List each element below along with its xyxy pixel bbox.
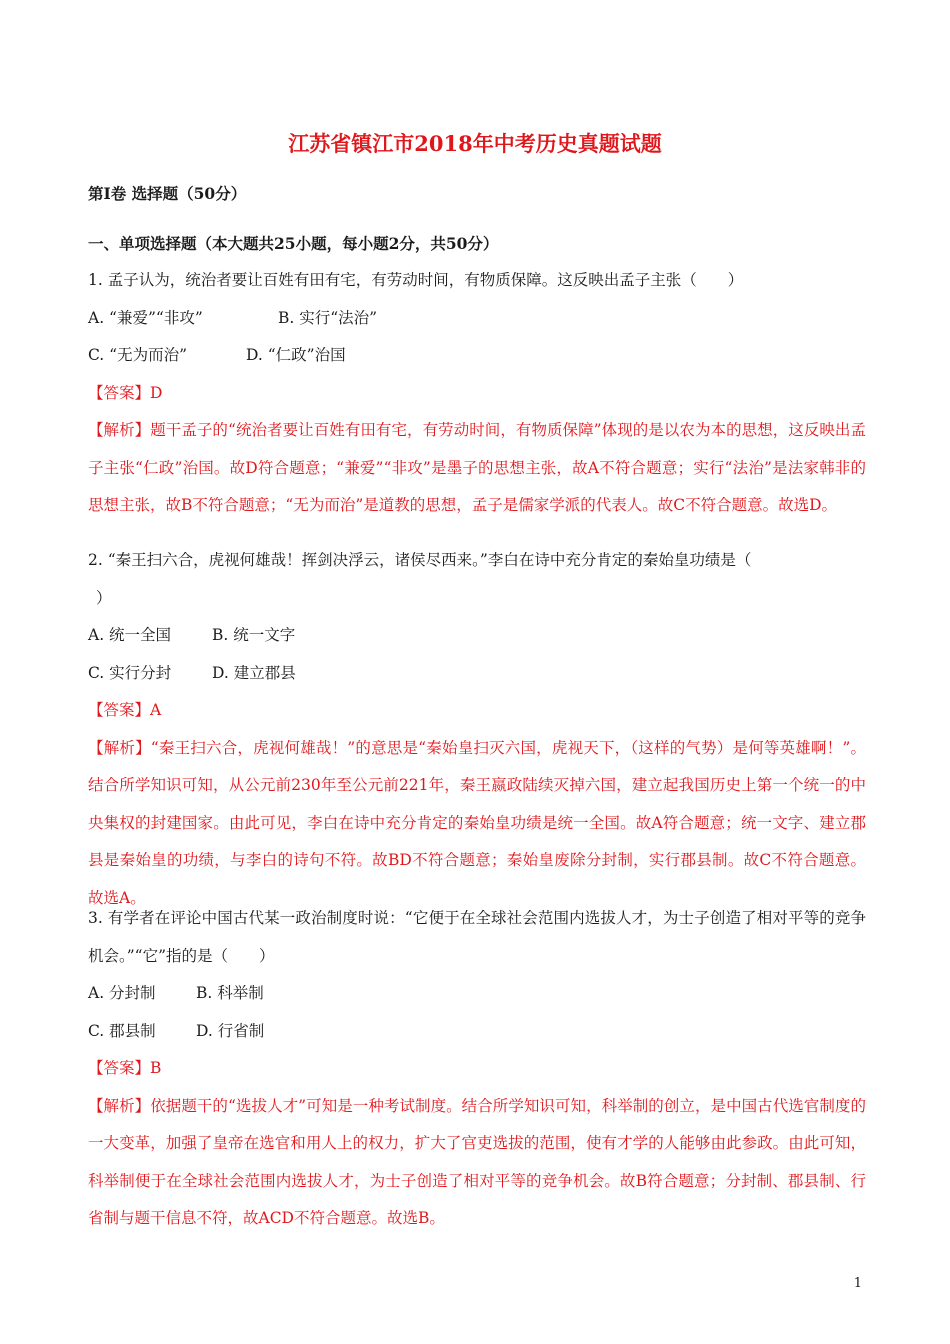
page-title: 江苏省镇江市2018年中考历史真题试题 xyxy=(288,131,662,156)
answer-tag: 【答案】 xyxy=(88,383,151,402)
options-row xyxy=(88,300,866,338)
analysis-tag: 【解析】 xyxy=(88,421,151,439)
answer-value: B xyxy=(150,1059,162,1077)
analysis-text xyxy=(88,730,866,918)
options-row xyxy=(88,975,866,1013)
answer-tag: 【答案】 xyxy=(88,701,151,719)
section-heading: 第Ⅰ卷 选择题（50分） xyxy=(88,184,247,203)
option-b: B. 实行“法治” xyxy=(278,308,378,327)
option-b: B. 科举制 xyxy=(196,984,264,1002)
page-number: 1 xyxy=(853,1276,862,1291)
option-d: D. “仁政”治国 xyxy=(246,346,346,364)
option-c: C. 实行分封 xyxy=(88,663,172,682)
answer-line xyxy=(88,375,866,413)
options-row xyxy=(88,337,866,375)
option-a: A. “兼爱”“非攻” xyxy=(88,308,203,327)
option-d: D. 建立郡县 xyxy=(212,663,296,682)
option-d: D. 行省制 xyxy=(196,1021,265,1040)
option-c: C. “无为而治” xyxy=(88,346,188,364)
subsection-heading: 一、单项选择题（本大题共25小题，每小题2分，共50分） xyxy=(88,234,499,253)
answer-line xyxy=(88,1050,866,1088)
analysis-text xyxy=(88,412,866,525)
analysis-tag: 【解析】 xyxy=(88,738,151,757)
question-stem: 2. “秦王扫六合，虎视何雄哉！挥剑决浮云，诸侯尽西来。”李白在诗中充分肯定的秦始皇功绩是（ xyxy=(88,551,752,569)
question-stem-continued: ） xyxy=(96,588,112,607)
answer-line xyxy=(88,692,866,730)
analysis-tag: 【解析】 xyxy=(88,1096,151,1115)
analysis-body: 题干孟子的“统治者要让百姓有田有宅，有劳动时间，有物质保障”体现的是以农为本的思想，这反映出孟子主张“仁政”治国。故D符合题意；“兼爱”“非攻”是墨子的思想主张，故A不符合题意；实行“法治”是法家韩非的思想主张，故B不符合题意；“无为而治”是道教的思想，孟子是儒家学派的代表人。故C不符合题意。故选D。 xyxy=(88,421,866,514)
options-row xyxy=(88,1013,866,1051)
answer-value: D xyxy=(150,383,163,402)
analysis-body: “秦王扫六合，虎视何雄哉！”的意思是“秦始皇扫灭六国，虎视天下，（这样的气势）是何等英雄啊！”。结合所学知识可知，从公元前230年至公元前221年，秦王嬴政陆续灭掉六国，建立起我国历史上第一个统一的中央集权的封建国家。由此可见，李白在诗中充分肯定的秦始皇功绩是统一全国。故A符合题意；统一文字、建立郡县是秦始皇的功绩，与李白的诗句不符。故BD不符合题意；秦始皇废除分封制，实行郡县制。故C不符合题意。故选A。 xyxy=(88,738,866,907)
analysis-body: 依据题干的“选拔人才”可知是一种考试制度。结合所学知识可知，科举制的创立，是中国古代选官制度的一大变革，加强了皇帝在选官和用人上的权力，扩大了官吏选拔的范围，使有才学的人能够由此参政。由此可知，科举制便于在全球社会范围内选拔人才，为士子创造了相对平等的竞争机会。故B符合题意；分封制、郡县制、行省制与题干信息不符，故ACD不符合题意。故选B。 xyxy=(88,1096,866,1227)
question-2 xyxy=(88,542,866,917)
option-c: C. 郡县制 xyxy=(88,1021,156,1040)
option-b: B. 统一文字 xyxy=(212,626,296,644)
option-a: A. 统一全国 xyxy=(88,626,172,644)
answer-value: A xyxy=(150,701,162,719)
option-a: A. 分封制 xyxy=(88,984,156,1002)
options-row xyxy=(88,617,866,655)
question-3 xyxy=(88,900,866,1238)
question-stem: 1. 孟子认为，统治者要让百姓有田有宅，有劳动时间，有物质保障。这反映出孟子主张（ ） xyxy=(88,271,744,289)
answer-tag: 【答案】 xyxy=(88,1059,151,1077)
question-1 xyxy=(88,262,866,525)
analysis-text xyxy=(88,1088,866,1238)
options-row xyxy=(88,655,866,693)
question-stem: 3. 有学者在评论中国古代某一政治制度时说：“它便于在全球社会范围内选拔人才，为士子创造了相对平等的竞争机会。”“它”指的是（ ） xyxy=(88,909,866,965)
